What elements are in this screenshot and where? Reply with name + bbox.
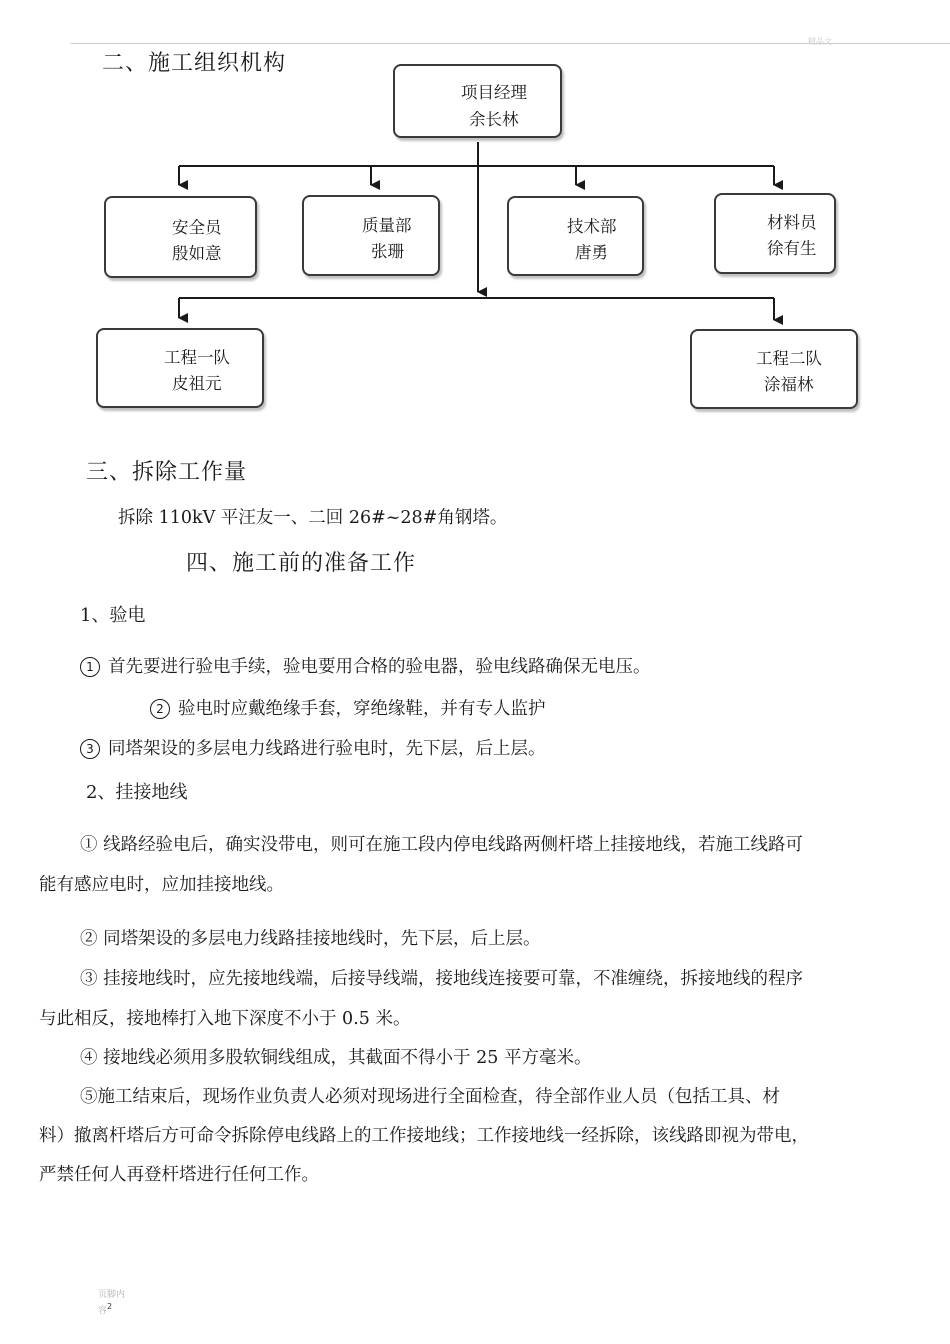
prep-s2-p5-line3: 严禁任何人再登杆塔进行任何工作。 bbox=[39, 1165, 319, 1185]
org-role: 技术部 bbox=[567, 217, 617, 236]
prep-subsection-1-title: 1、验电 bbox=[80, 605, 146, 626]
prep-s2-p1-line1: ① 线路经验电后，确实没带电，则可在施工段内停电线路两侧杆塔上挂接地线，若施工线路可 bbox=[80, 835, 804, 855]
prep-s2-p1-line2: 能有感应电时，应加挂接地线。 bbox=[39, 875, 284, 895]
org-role: 质量部 bbox=[362, 216, 412, 235]
org-role: 工程一队 bbox=[164, 348, 230, 367]
prep-s2-p3-line1: ③ 挂接地线时，应先接地线端，后接导线端，接地线连接要可靠，不准缠绕，拆接地线的程序 bbox=[80, 969, 804, 989]
prep-s2-p5-line1: ⑤施工结束后，现场作业负责人必须对现场进行全面检查，待全部作业人员（包括工具、材 bbox=[80, 1087, 780, 1107]
org-box-materials bbox=[714, 193, 836, 274]
org-person: 皮祖元 bbox=[172, 374, 222, 393]
item-text: 同塔架设的多层电力线路进行验电时，先下层，后上层。 bbox=[108, 739, 546, 759]
org-person: 涂福林 bbox=[764, 375, 814, 394]
prep-subsection-2-title: 2、挂接地线 bbox=[86, 782, 188, 803]
prep-s2-p3-line2: 与此相反，接地棒打入地下深度不小于 0.5 米。 bbox=[39, 1009, 411, 1029]
circled-number: 3 bbox=[80, 739, 100, 759]
page-number: 2 bbox=[107, 1302, 113, 1311]
org-person: 殷如意 bbox=[172, 244, 222, 263]
footer-text-2: 容 bbox=[98, 1306, 108, 1316]
circled-number: 1 bbox=[80, 657, 100, 677]
org-role: 工程二队 bbox=[756, 349, 822, 368]
demolition-section-title: 三、拆除工作量 bbox=[86, 460, 248, 485]
prep-section-title: 四、施工前的准备工作 bbox=[186, 551, 417, 576]
org-section-title: 二、施工组织机构 bbox=[102, 51, 287, 76]
org-box-safety bbox=[104, 196, 257, 278]
org-box-manager bbox=[393, 64, 562, 138]
circled-number: 2 bbox=[150, 699, 170, 719]
prep-s2-p5-line2: 料）撤离杆塔后方可命令拆除停电线路上的工作接地线；工作接地线一经拆除，该线路即视为带电， bbox=[39, 1126, 809, 1146]
item-text: 首先要进行验电手续，验电要用合格的验电器，验电线路确保无电压。 bbox=[108, 657, 651, 677]
org-box-team-1 bbox=[96, 328, 264, 408]
prep-s1-item-1 bbox=[80, 653, 651, 678]
org-person: 唐勇 bbox=[575, 243, 608, 262]
demolition-text: 拆除 110kV 平汪友一、二回 26#~28#角钢塔。 bbox=[118, 508, 508, 528]
org-person: 余长林 bbox=[469, 110, 519, 129]
org-box-tech bbox=[507, 196, 644, 276]
org-person: 徐有生 bbox=[767, 239, 817, 258]
org-box-quality bbox=[302, 195, 440, 276]
org-role: 材料员 bbox=[767, 213, 817, 232]
org-role: 安全员 bbox=[172, 218, 222, 237]
org-box-team-2 bbox=[690, 329, 858, 409]
prep-s1-item-3 bbox=[80, 735, 546, 760]
item-text: 验电时应戴绝缘手套，穿绝缘鞋，并有专人监护 bbox=[178, 699, 546, 719]
prep-s1-item-2 bbox=[150, 695, 546, 720]
org-person: 张珊 bbox=[371, 242, 404, 261]
prep-s2-p2: ② 同塔架设的多层电力线路挂接地线时，先下层，后上层。 bbox=[80, 929, 541, 949]
header-mark: 精品文 bbox=[808, 37, 832, 46]
footer-text: 页脚内 bbox=[98, 1290, 126, 1300]
prep-s2-p4: ④ 接地线必须用多股软铜线组成，其截面不得小于 25 平方毫米。 bbox=[80, 1048, 592, 1068]
page-footer bbox=[98, 1289, 125, 1317]
org-role: 项目经理 bbox=[461, 83, 527, 102]
